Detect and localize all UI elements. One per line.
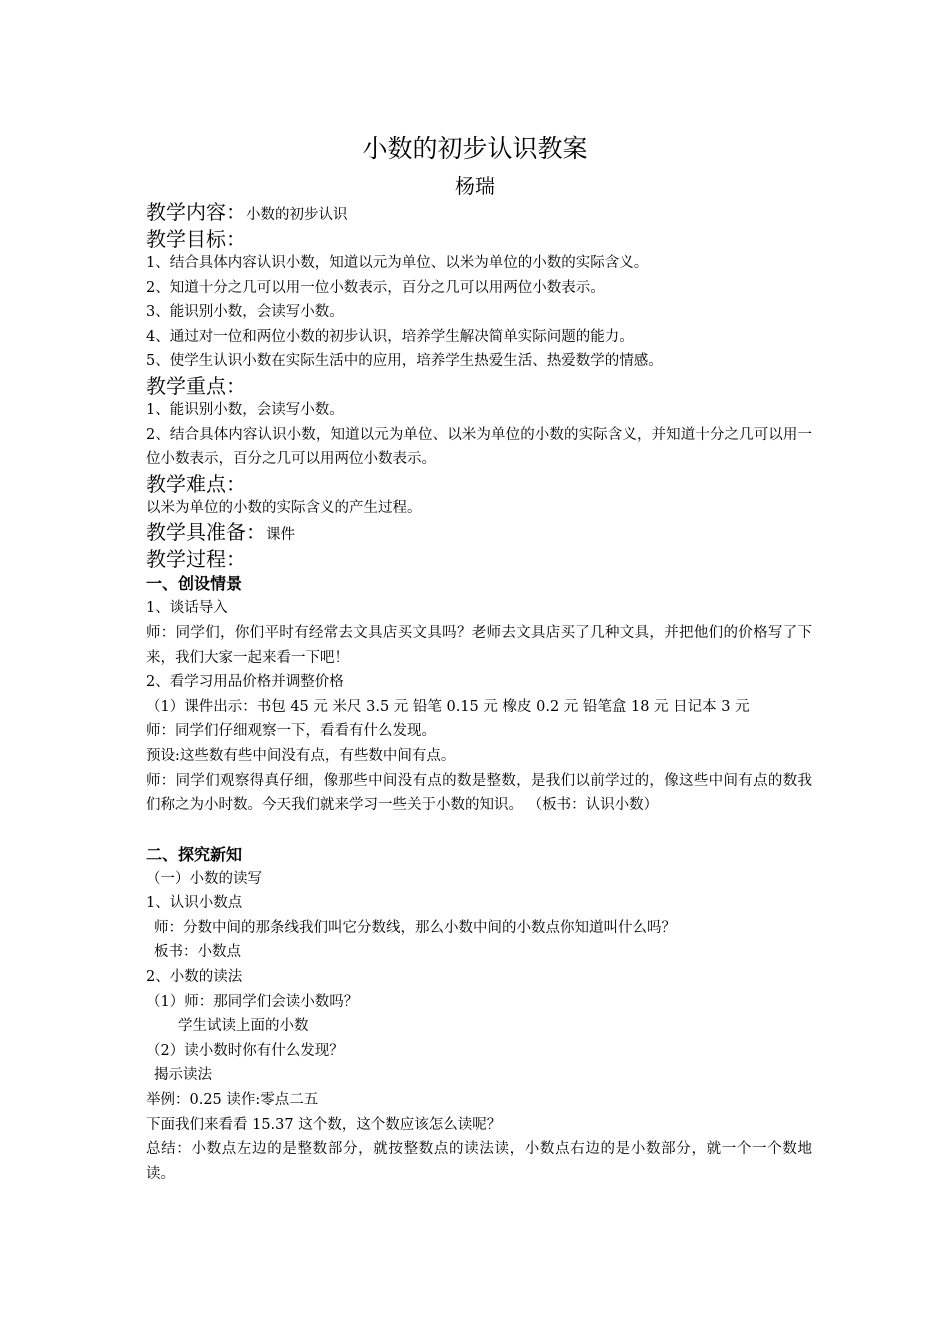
section2-line: 板书：小数点 bbox=[154, 944, 241, 961]
document-author: 杨瑞 bbox=[455, 174, 495, 198]
content-heading bbox=[146, 200, 812, 227]
prep-heading bbox=[146, 520, 812, 547]
document-title: 小数的初步认识教案 bbox=[362, 134, 588, 163]
content-label: 教学内容： bbox=[146, 200, 246, 224]
prep-value: 课件 bbox=[266, 527, 295, 544]
section1-line: 2、看学习用品价格并调整价格 bbox=[146, 674, 344, 691]
content-value: 小数的初步认识 bbox=[246, 207, 348, 223]
section2-line: 2、小数的读法 bbox=[146, 969, 243, 986]
prep-label: 教学具准备： bbox=[146, 520, 266, 545]
section2-line: 下面我们来看看 15.37 这个数，这个数应该怎么读呢？ bbox=[146, 1116, 502, 1133]
difficult-heading: 教学难点： bbox=[146, 471, 246, 496]
goal-item: 5、使学生认识小数在实际生活中的应用，培养学生热爱生活、热爱数学的情感。 bbox=[146, 353, 663, 370]
key-item: 1、能识别小数，会读写小数。 bbox=[146, 401, 344, 418]
section2-line: 1、认识小数点 bbox=[146, 895, 243, 912]
section1-line: 预设:这些数有些中间没有点，有些数中间有点。 bbox=[146, 747, 456, 764]
goal-item: 3、能识别小数，会读写小数。 bbox=[146, 304, 344, 321]
difficult-text: 以米为单位的小数的实际含义的产生过程。 bbox=[146, 499, 422, 516]
goals-heading: 教学目标： bbox=[146, 227, 246, 251]
section2-line: 总结：小数点左边的是整数部分，就按整数点的读法读，小数点右边的是小数部分，就一个一个数地读。 bbox=[146, 1141, 812, 1182]
section1-heading: 一、创设情景 bbox=[146, 574, 243, 594]
process-heading: 教学过程： bbox=[146, 547, 246, 572]
goal-item: 2、知道十分之几可以用一位小数表示，百分之几可以用两位小数表示。 bbox=[146, 279, 605, 296]
section2-line: （2）读小数时你有什么发现？ bbox=[146, 1042, 344, 1059]
section2-line: （1）师：那同学们会读小数吗？ bbox=[146, 993, 359, 1010]
section1-line: 师：同学们，你们平时有经常去文具店买文具吗？老师去文具店买了几种文具，并把他们的价格写了下来，我们大家一起来看一下吧！ bbox=[146, 624, 812, 666]
section1-line: （1）课件出示：书包 45 元 米尺 3.5 元 铅笔 0.15 元 橡皮 0.2 元 铅笔盒 18 元 日记本 3 元 bbox=[146, 698, 750, 715]
section1-line: 1、谈话导入 bbox=[146, 600, 228, 617]
document-body bbox=[146, 200, 812, 1186]
key-item: 2、结合具体内容认识小数，知道以元为单位、以米为单位的小数的实际含义，并知道十分之几可以用一位小数表示，百分之几可以用两位小数表示。 bbox=[146, 426, 812, 468]
key-heading: 教学重点： bbox=[146, 373, 246, 398]
section2-line: 师：分数中间的那条线我们叫它分数线，那么小数中间的小数点你知道叫什么吗？ bbox=[154, 919, 676, 936]
section2-line: 学生试读上面的小数 bbox=[178, 1018, 309, 1035]
section2-line: 举例：0.25 读作:零点二五 bbox=[146, 1092, 319, 1109]
spacer bbox=[146, 818, 812, 842]
goal-item: 1、结合具体内容认识小数，知道以元为单位、以米为单位的小数的实际含义。 bbox=[146, 255, 649, 271]
goal-item: 4、通过对一位和两位小数的初步认识，培养学生解决简单实际问题的能力。 bbox=[146, 328, 634, 345]
section2-line: （一）小数的读写 bbox=[146, 870, 262, 887]
section2-line: 揭示读法 bbox=[154, 1067, 212, 1084]
section2-heading: 二、探究新知 bbox=[146, 844, 243, 864]
section1-line: 师：同学们仔细观察一下，看看有什么发现。 bbox=[146, 723, 436, 740]
section1-line: 师：同学们观察得真仔细，像那些中间没有点的数是整数，是我们以前学过的，像这些中间有点的数我们称之为小时数。今天我们就来学习一些关于小数的知识。 （板书：认识小数） bbox=[146, 772, 812, 814]
